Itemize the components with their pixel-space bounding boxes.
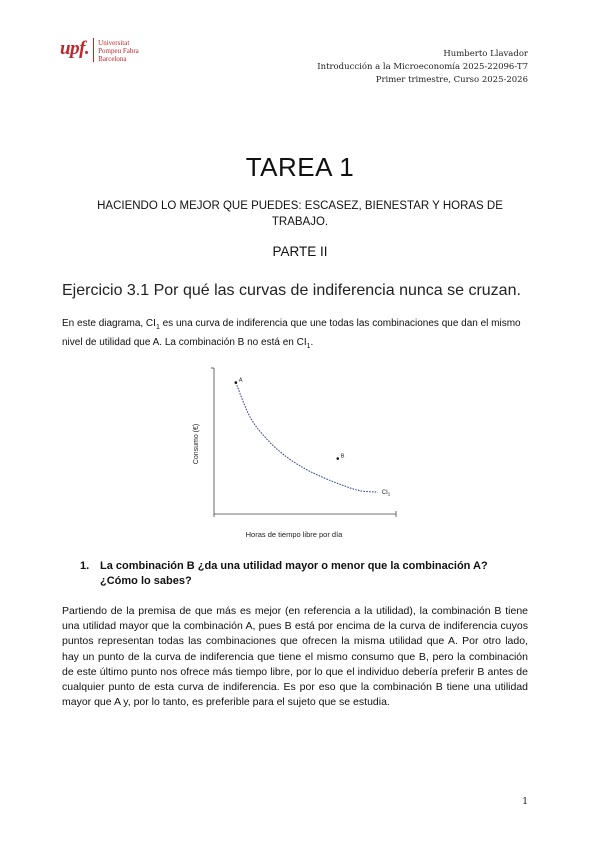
intro-sub-1: 1 <box>155 324 160 331</box>
exercise-title: Ejercicio 3.1 Por qué las curvas de indiferencia nunca se cruzan. <box>62 282 521 299</box>
question-text: La combinación B ¿da una utilidad mayor o menor que la combinación A? ¿Cómo lo sabes? <box>100 560 488 587</box>
logo-text <box>94 38 139 63</box>
intro-sub-2: 1 <box>306 343 311 350</box>
document-title: TAREA 1 <box>245 152 355 182</box>
question-1 <box>80 559 528 589</box>
logo-line-1: Universitat <box>98 39 130 47</box>
part-heading: PARTE II <box>272 244 328 259</box>
question-number: 1. <box>80 560 90 572</box>
indifference-curve-ci1 <box>236 383 378 493</box>
curve-label-ci1: $CI_1$ <box>381 490 391 497</box>
document-header <box>317 48 528 87</box>
university-logo <box>60 38 139 63</box>
page-number: 1 <box>522 797 528 807</box>
intro-text-2: es una curva de indiferencia que une todas las combinaciones que dan el mismo nivel de utilidad que A. La combinación B no está en CI <box>62 318 521 348</box>
intro-text-3: . <box>310 337 314 348</box>
header-term: Primer trimestre, Curso 2025-2026 <box>375 75 528 85</box>
intro-text-1: En este diagrama, CI <box>62 318 156 329</box>
logo-mark: upf. <box>60 38 94 62</box>
point-a <box>235 381 238 384</box>
answer-paragraph: Partiendo de la premisa de que más es mejor (en referencia a la utilidad), la combinación B tiene una utilidad mayor que la combinación A, pues B está por encima de la curva de indiferencia cuyos puntos representan todas las combinaciones que ofrecen la misma utilidad que A. Por otro lado, hay un punto de la curva de indiferencia que tiene el mismo consumo que B, pero la combinación de este último punto nos ofrece más tiempo libre, por lo que el individuo debería preferir B antes de cualquier punto de esta curva de indiferencia. Es por eso que la combinación B tiene una utilidad mayor que A y, por lo tanto, es preferible para el sujeto que se estudia. <box>62 605 528 709</box>
logo-line-3: Barcelona <box>98 55 127 63</box>
x-axis-label: Horas de tiempo libre por día <box>245 530 343 539</box>
indifference-curve-chart <box>182 362 412 547</box>
y-axis-label: Consumo (€) <box>193 423 200 465</box>
header-author: Humberto Llavador <box>443 49 528 59</box>
point-b <box>336 457 339 460</box>
logo-line-2: Pompeu Fabra <box>98 47 139 55</box>
intro-paragraph <box>62 316 528 354</box>
point-label-a: A <box>238 377 243 384</box>
document-subtitle: HACIENDO LO MEJOR QUE PUEDES: ESCASEZ, BIENESTAR Y HORAS DE TRABAJO. <box>97 200 503 228</box>
header-course: Introducción a la Microeconomía 2025-22096-T7 <box>317 62 528 72</box>
point-label-b: B <box>340 453 345 460</box>
